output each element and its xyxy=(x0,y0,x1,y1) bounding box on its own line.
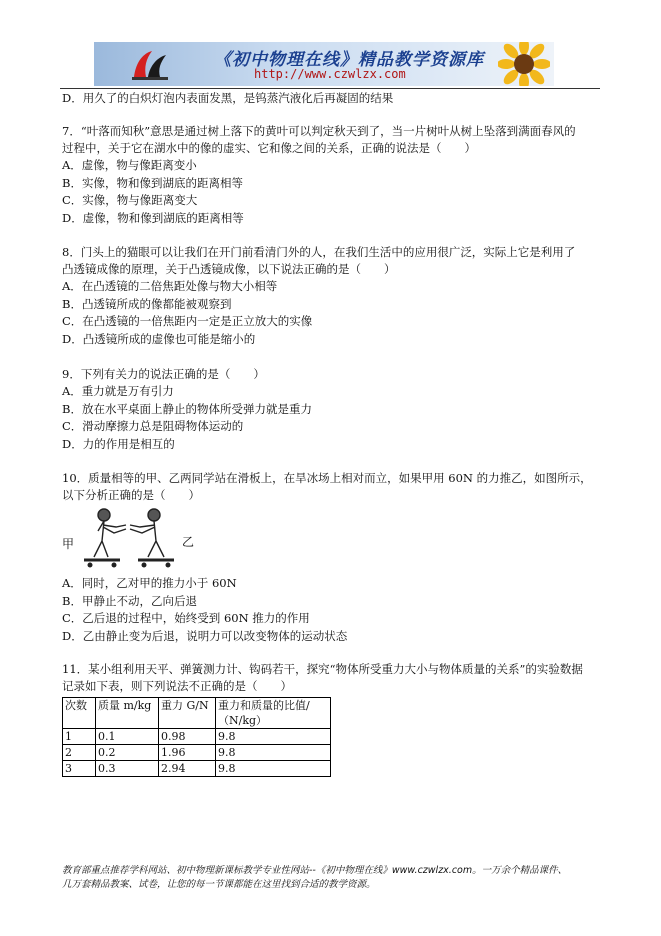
table-header-cell: 次数 xyxy=(63,698,96,729)
option-a: A．在凸透镜的二倍焦距处像与物大小相等 xyxy=(62,279,278,293)
figure-label-jia: 甲 xyxy=(62,537,75,551)
skaters-drawing-icon xyxy=(76,505,182,571)
footer-line: 几万套精品教案、试卷，让您的每一节课都能在这里找到合适的教学资源。 xyxy=(62,879,376,890)
option-d: D．乙由静止变为后退，说明力可以改变物体的运动状态 xyxy=(62,628,348,643)
option-d: D．力的作用是相互的 xyxy=(62,436,175,451)
question-8 xyxy=(62,244,602,348)
option-a: A．同时，乙对甲的推力小于 60N xyxy=(62,576,237,590)
question-line: 7．“叶落而知秋”意思是通过树上落下的黄叶可以判定秋天到了，当一片树叶从树上坠落到满面春风的 xyxy=(62,124,576,138)
question-line: 10．质量相等的甲、乙两同学站在滑板上，在旱冰场上相对而立，如果甲用 60N 的力推乙，如图所示， xyxy=(62,471,592,485)
question-line: 8．门头上的猫眼可以让我们在开门前看清门外的人，在我们生活中的应用很广泛，实际上它是利用了 xyxy=(62,245,576,259)
skaters-figure xyxy=(62,505,212,575)
table-cell: 0.98 xyxy=(159,729,216,745)
option-b: B．甲静止不动，乙向后退 xyxy=(62,593,197,608)
option-c: C．在凸透镜的一倍焦距内一定是正立放大的实像 xyxy=(62,314,313,328)
option-b: B．凸透镜所成的像都能被观察到 xyxy=(62,296,232,311)
table-cell: 2 xyxy=(63,745,96,761)
table-row xyxy=(63,745,331,761)
table-cell: 2.94 xyxy=(159,761,216,777)
table-cell: 0.1 xyxy=(96,729,159,745)
table-header-cell: 重力 G/N xyxy=(159,698,216,729)
option-d: D．虚像，物和像到湖底的距离相等 xyxy=(62,210,244,225)
question-10 xyxy=(62,470,602,504)
question-11 xyxy=(62,661,602,695)
header-divider xyxy=(60,88,600,89)
table-cell: 0.2 xyxy=(96,745,159,761)
table-header-row xyxy=(63,698,331,729)
header-banner xyxy=(94,42,554,86)
table-cell: 9.8 xyxy=(216,761,331,777)
table-cell: 1.96 xyxy=(159,745,216,761)
question-7 xyxy=(62,123,602,227)
question-line: 11．某小组利用天平、弹簧测力计、钩码若干，探究“物体所受重力大小与物体质量的关系”的实验数据 xyxy=(62,662,583,676)
question-line: 凸透镜成像的原理，关于凸透镜成像，以下说法正确的是（ ） xyxy=(62,262,396,276)
page-footer xyxy=(62,864,622,892)
site-logo-icon xyxy=(130,47,170,83)
table-header-cell: 重力和质量的比值/（N/kg） xyxy=(216,698,331,729)
question-line: 记录如下表，则下列说法不正确的是（ ） xyxy=(62,679,292,693)
header-title: 《初中物理在线》精品教学资源库 xyxy=(214,50,484,70)
table-row xyxy=(63,761,331,777)
option-c: C．实像，物与像距离变大 xyxy=(62,193,198,207)
figure-label-yi: 乙 xyxy=(182,535,195,549)
option-a: A．重力就是万有引力 xyxy=(62,384,174,398)
table-cell: 0.3 xyxy=(96,761,159,777)
option-a: A．虚像，物与像距离变小 xyxy=(62,158,197,172)
header-url[interactable]: http://www.czwlzx.com xyxy=(254,67,406,81)
data-table xyxy=(62,697,331,777)
option-b: B．实像，物和像到湖底的距离相等 xyxy=(62,175,243,190)
sunflower-icon xyxy=(498,42,550,86)
question-line: 以下分析正确的是（ ） xyxy=(62,488,200,502)
option-b: B．放在水平桌面上静止的物体所受弹力就是重力 xyxy=(62,401,312,416)
table-cell: 3 xyxy=(63,761,96,777)
table-header-cell: 质量 m/kg xyxy=(96,698,159,729)
question-line: 9．下列有关力的说法正确的是（ ） xyxy=(62,367,265,381)
footer-line: 教育部重点推荐学科网站、初中物理新课标教学专业性网站--《初中物理在线》www.czwlzx.com。一万余个精品课件、 xyxy=(62,865,568,876)
option-c: C．滑动摩擦力总是阻碍物体运动的 xyxy=(62,419,244,433)
table-cell: 1 xyxy=(63,729,96,745)
question-9 xyxy=(62,366,602,453)
option-c: C．乙后退的过程中，始终受到 60N 推力的作用 xyxy=(62,611,310,625)
question-10-options xyxy=(62,575,602,645)
question-line: 过程中，关于它在湖水中的像的虚实、它和像之间的关系，正确的说法是（ ） xyxy=(62,141,476,155)
option-d-carryover: D．用久了的白炽灯泡内表面发黑，是钨蒸汽液化后再凝固的结果 xyxy=(62,91,394,105)
option-d: D．凸透镜所成的虚像也可能是缩小的 xyxy=(62,331,256,346)
table-cell: 9.8 xyxy=(216,729,331,745)
table-row xyxy=(63,729,331,745)
table-cell: 9.8 xyxy=(216,745,331,761)
